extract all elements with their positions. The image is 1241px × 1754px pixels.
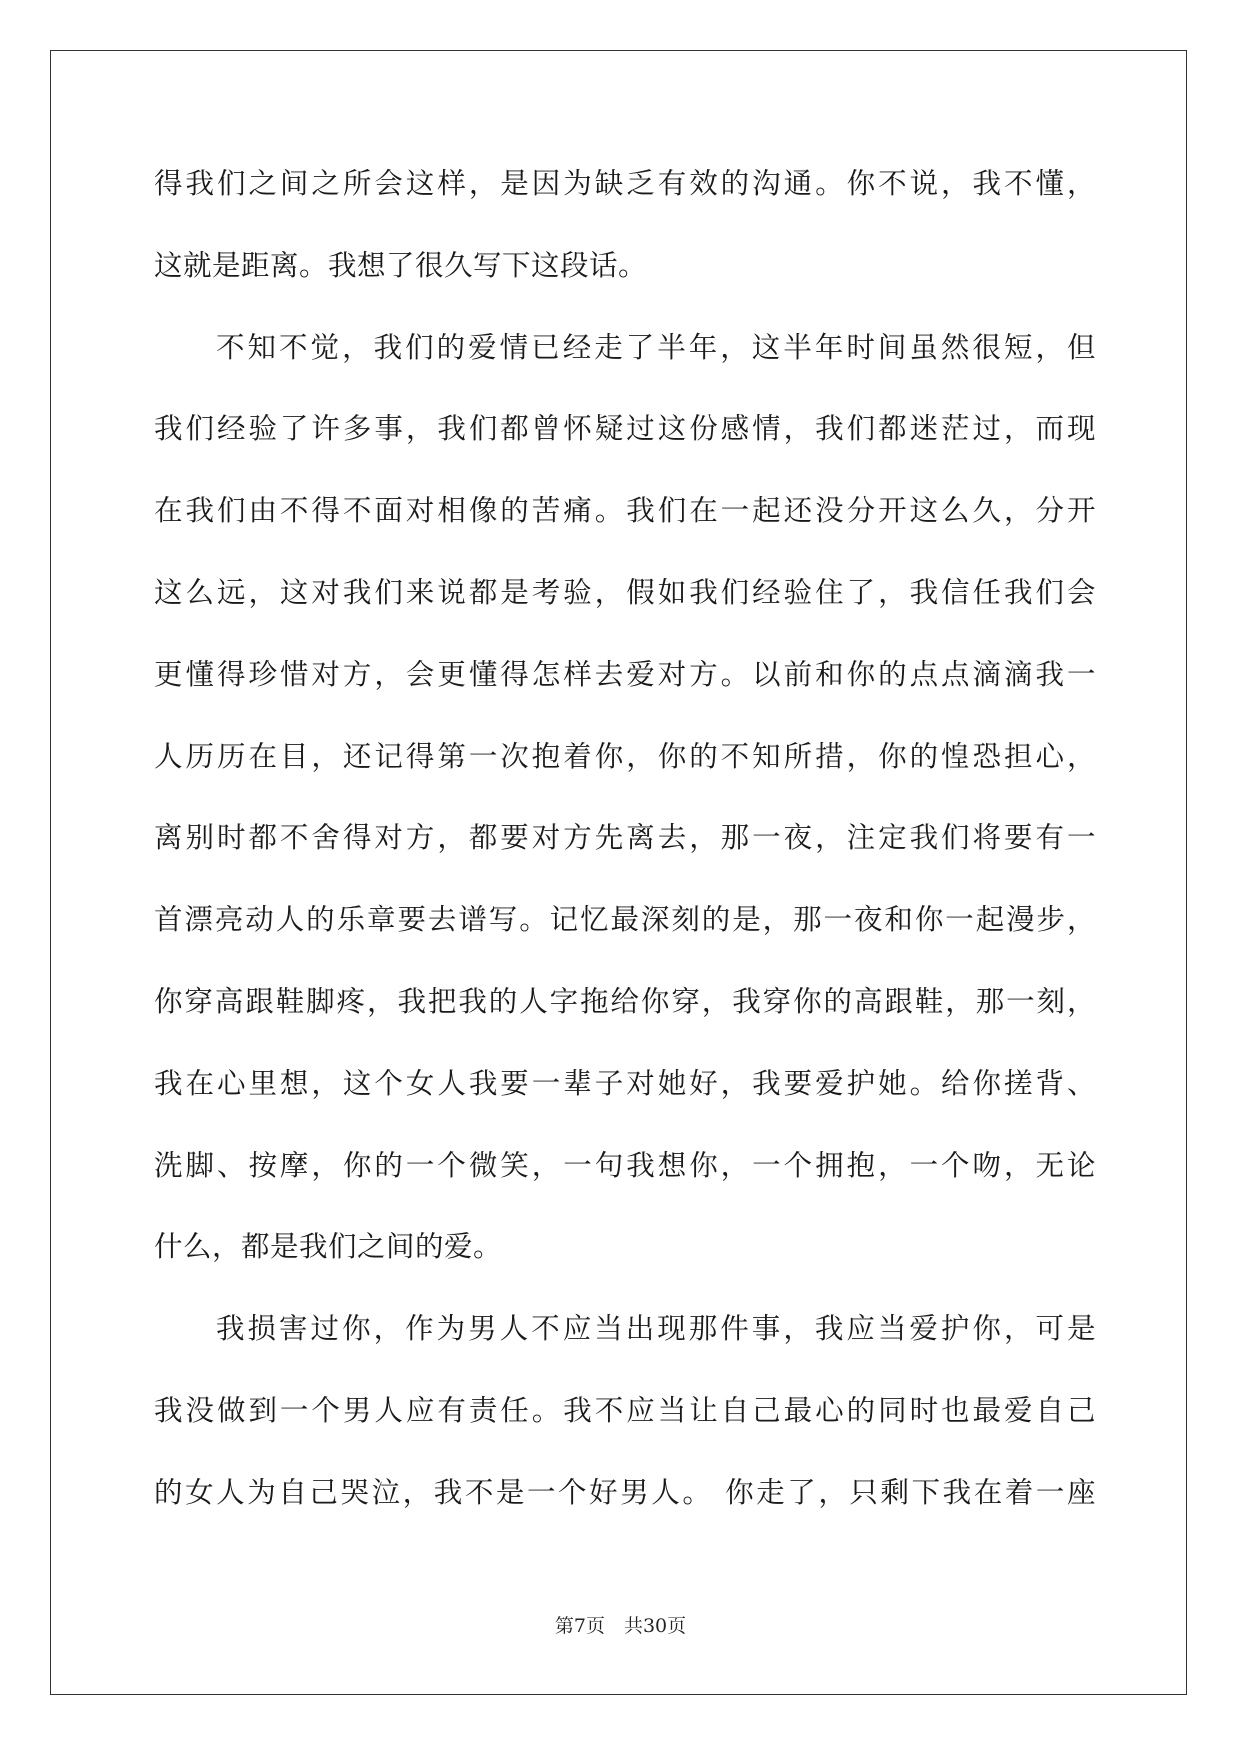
text-line: 人历历在目，还记得第一次抱着你，你的不知所措，你的惶恐担心，	[154, 739, 1096, 773]
text-line: 我损害过你，作为男人不应当出现那件事，我应当爱护你，可是	[216, 1312, 1096, 1346]
text-line: 这么远，这对我们来说都是考验，假如我们经验住了，我信任我们会	[154, 575, 1096, 609]
text-line: 离别时都不舍得对方，都要对方先离去，那一夜，注定我们将要有一	[154, 821, 1096, 855]
text-line: 的女人为自己哭泣，我不是一个好男人。 你走了，只剩下我在着一座	[154, 1475, 1096, 1509]
text-line: 更懂得珍惜对方，会更懂得怎样去爱对方。以前和你的点点滴滴我一	[154, 657, 1096, 691]
page-number-footer: 第7页 共30页	[554, 1615, 687, 1637]
text-line: 什么，都是我们之间的爱。	[154, 1230, 503, 1264]
text-line: 在我们由不得不面对相像的苦痛。我们在一起还没分开这么久，分开	[154, 494, 1096, 528]
document-body	[154, 164, 1096, 1555]
text-line: 我们经验了许多事，我们都曾怀疑过这份感情，我们都迷茫过，而现	[154, 412, 1096, 446]
text-line: 我在心里想，这个女人我要一辈子对她好，我要爱护她。给你搓背、	[154, 1066, 1096, 1100]
text-line: 洗脚、按摩，你的一个微笑，一句我想你，一个拥抱，一个吻，无论	[154, 1148, 1096, 1182]
text-line: 首漂亮动人的乐章要去谱写。记忆最深刻的是，那一夜和你一起漫步，	[154, 903, 1096, 937]
text-line: 得我们之间之所会这样，是因为缺乏有效的沟通。你不说，我不懂，	[154, 167, 1096, 200]
text-line: 这就是距离。我想了很久写下这段话。	[154, 248, 648, 282]
text-line: 不知不觉，我们的爱情已经走了半年，这半年时间虽然很短，但	[216, 330, 1096, 364]
text-line: 你穿高跟鞋脚疼，我把我的人字拖给你穿，我穿你的高跟鞋，那一刻，	[154, 984, 1096, 1018]
text-line: 我没做到一个男人应有责任。我不应当让自己最心的同时也最爱自己	[154, 1393, 1096, 1427]
